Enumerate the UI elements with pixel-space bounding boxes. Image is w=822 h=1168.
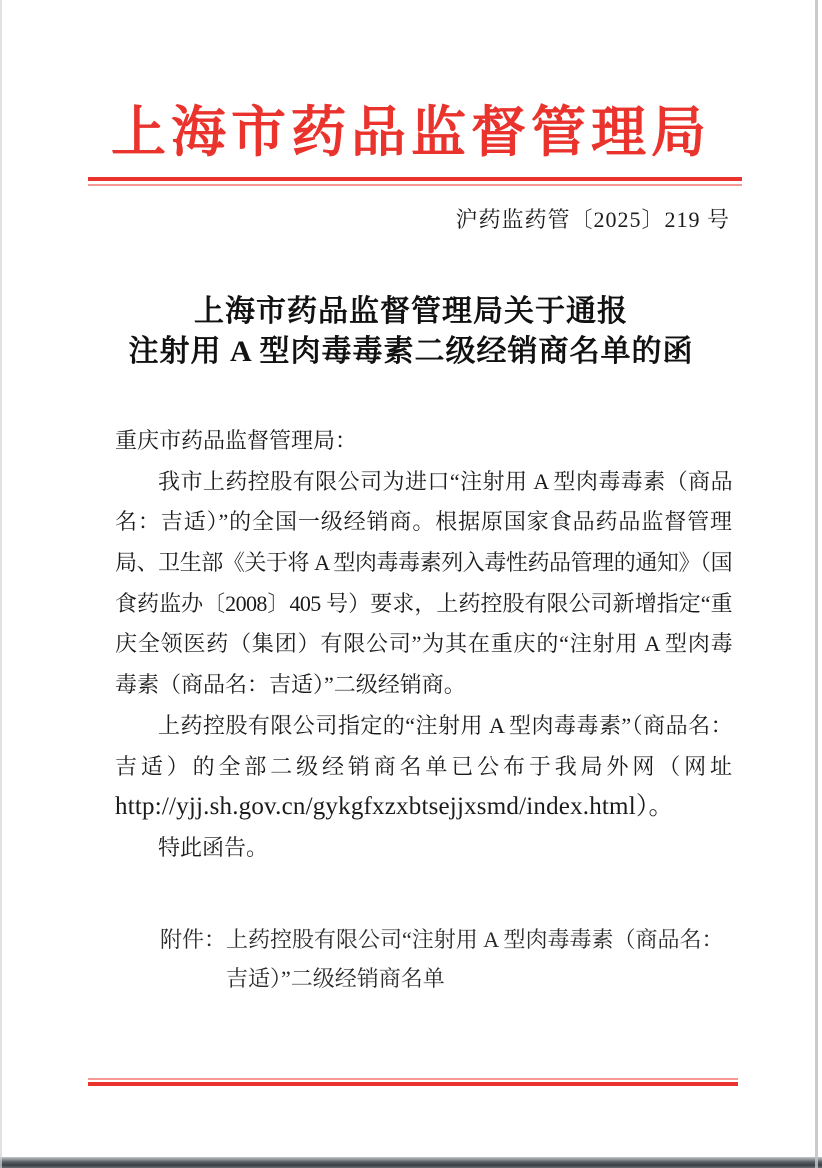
footer-double-rule [88, 1078, 738, 1086]
letterhead-rule-thin [88, 184, 742, 186]
letter-body [115, 421, 732, 869]
letterhead-double-rule [88, 177, 742, 186]
document-title-line-1: 上海市药品监督管理局关于通报 [194, 295, 628, 328]
attachment-note-line-2: 吉适）”二级经销商名单 [226, 966, 445, 991]
attachment-note-line-1: 附件：上药控股有限公司“注射用 A 型肉毒毒素（商品名： [160, 927, 724, 952]
body-line: 毒素（商品名：吉适）”二级经销商。 [115, 672, 466, 698]
body-line: 局、卫生部《关于将 A 型肉毒毒素列入毒性药品管理的通知》（国 [115, 550, 732, 576]
body-line: 食药监办〔2008〕405 号）要求，上药控股有限公司新增指定“重 [115, 590, 732, 616]
url-text: http://yjj.sh.gov.cn/gykgfxzxbtsejjxsmd/index.html）。 [115, 793, 674, 821]
body-line: 上药控股有限公司指定的“注射用 A 型肉毒毒素”（商品名： [158, 712, 732, 738]
document-title [0, 292, 822, 372]
body-line: 庆全领医药（集团）有限公司”为其在重庆的“注射用 A 型肉毒 [115, 631, 732, 657]
body-line: 名：吉适）”的全国一级经销商。根据原国家食品药品监督管理 [115, 509, 732, 535]
document-number: 沪药监药管〔2025〕219 号 [455, 207, 730, 232]
body-line: 我市上药控股有限公司为进口“注射用 A 型肉毒毒素（商品 [158, 468, 732, 494]
agency-letterhead-title: 上海市药品监督管理局 [110, 102, 711, 163]
closing-line: 特此函告。 [158, 834, 269, 860]
salutation: 重庆市药品监督管理局： [115, 428, 358, 453]
body-line: 吉适）的全部二级经销商名单已公布于我局外网（网址 [115, 753, 732, 779]
document-title-line-2: 注射用 A 型肉毒毒素二级经销商名单的函 [128, 335, 694, 368]
scan-edge-right [815, 0, 818, 1168]
scan-edge-left [0, 0, 2, 1168]
footer-rule-thick [88, 1082, 738, 1086]
scan-edge-bottom [0, 1157, 822, 1168]
